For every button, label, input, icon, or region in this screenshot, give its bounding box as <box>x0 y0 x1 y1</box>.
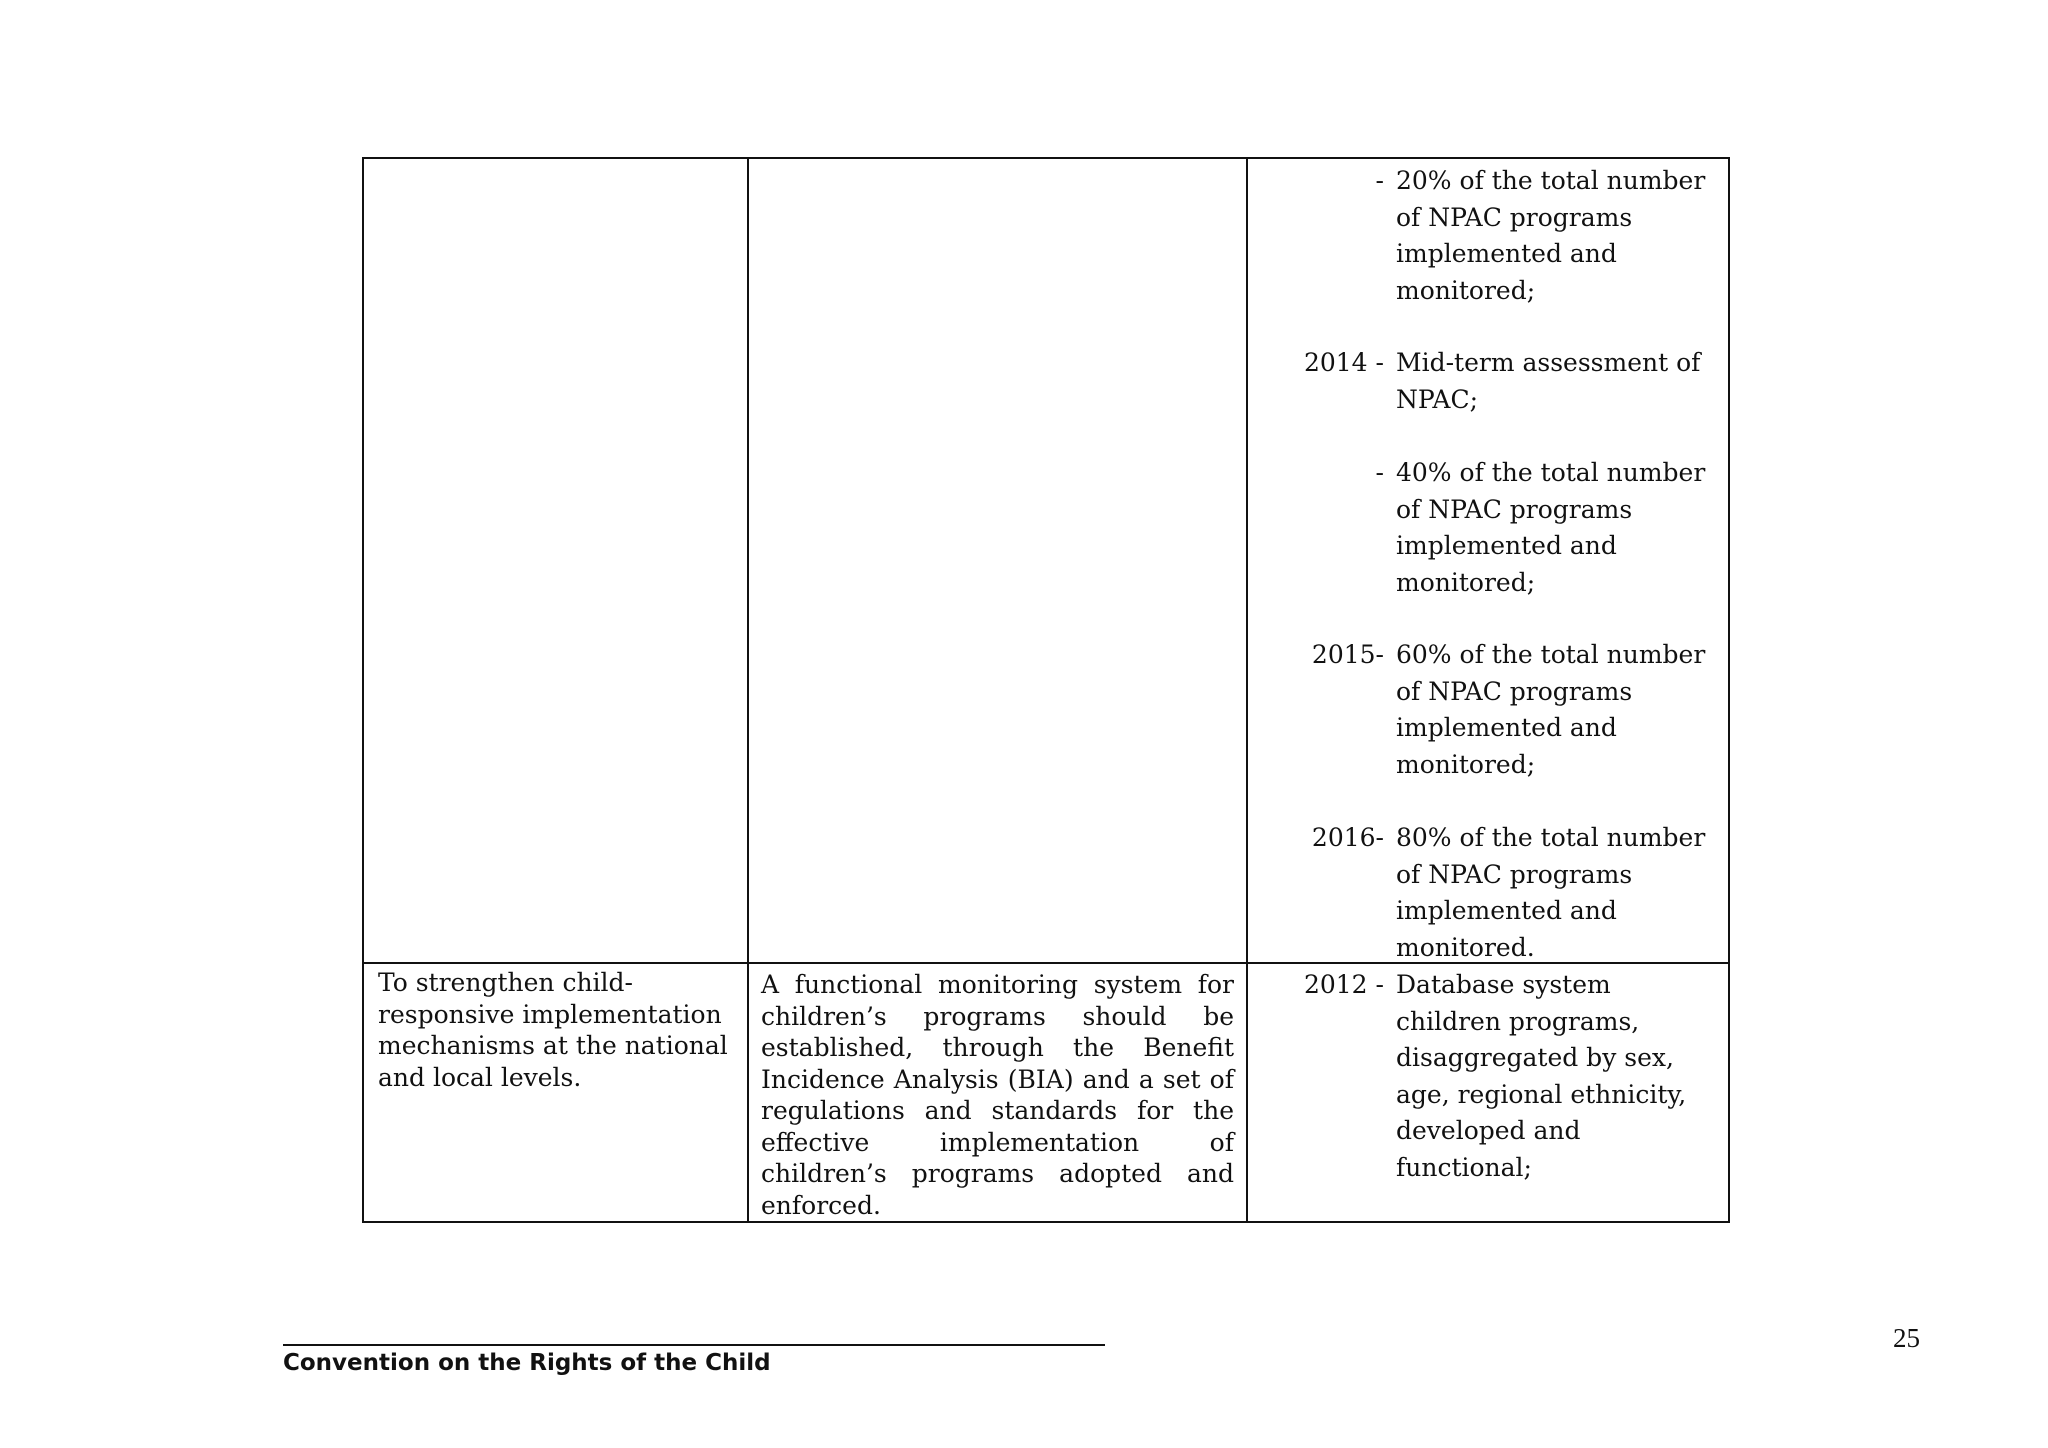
objective-text: To strengthen child-responsive implementation mechanisms at the national and local levels. <box>378 968 728 1092</box>
timeline-list <box>1248 964 1728 1186</box>
timeline-cell <box>1247 158 1729 963</box>
timeline-year: 2015- <box>1311 640 1384 669</box>
outcome-cell <box>748 963 1247 1222</box>
objective-cell <box>363 158 748 963</box>
table-row <box>363 158 1729 963</box>
timeline-entry <box>1248 820 1728 966</box>
timeline-text: 40% of the total number of NPAC programs implemented and monitored; <box>1396 458 1706 597</box>
timeline-text: Mid-term assessment of NPAC; <box>1396 348 1701 414</box>
page-number: 25 <box>1893 1323 1920 1353</box>
timeline-year: - <box>1375 166 1384 195</box>
timeline-entry <box>1248 345 1728 418</box>
timeline-text: Database system children programs, disaggregated by sex, age, regional ethnicity, developed and functional; <box>1396 970 1687 1182</box>
footer-rule <box>283 1344 1105 1346</box>
timeline-year: 2014 - <box>1303 348 1384 377</box>
outcome-text <box>749 159 1246 164</box>
objective-text <box>364 159 747 162</box>
timeline-year: 2012 - <box>1303 970 1384 999</box>
timeline-year: 2016- <box>1311 823 1384 852</box>
outcome-text: A functional monitoring system for children’s programs should be established, through the Benefit Incidence Analysis (BIA) and a set of regulations and standards for the effective implementation of children’s programs adopted and enforced. <box>761 970 1234 1220</box>
outcome-cell <box>748 158 1247 963</box>
timeline-text: 20% of the total number of NPAC programs implemented and monitored; <box>1396 166 1706 305</box>
timeline-entry <box>1248 637 1728 783</box>
timeline-entry <box>1248 967 1728 1186</box>
timeline-year: - <box>1375 458 1384 487</box>
timeline-entry <box>1248 455 1728 601</box>
timeline-entry <box>1248 163 1728 309</box>
timeline-text: 60% of the total number of NPAC programs implemented and monitored; <box>1396 640 1706 779</box>
footer-title: Convention on the Rights of the Child <box>283 1350 771 1376</box>
timeline-cell <box>1247 963 1729 1222</box>
table-row <box>363 963 1729 1222</box>
indicator-table <box>362 157 1730 1223</box>
timeline-text: 80% of the total number of NPAC programs implemented and monitored. <box>1396 823 1706 962</box>
objective-cell <box>363 963 748 1222</box>
